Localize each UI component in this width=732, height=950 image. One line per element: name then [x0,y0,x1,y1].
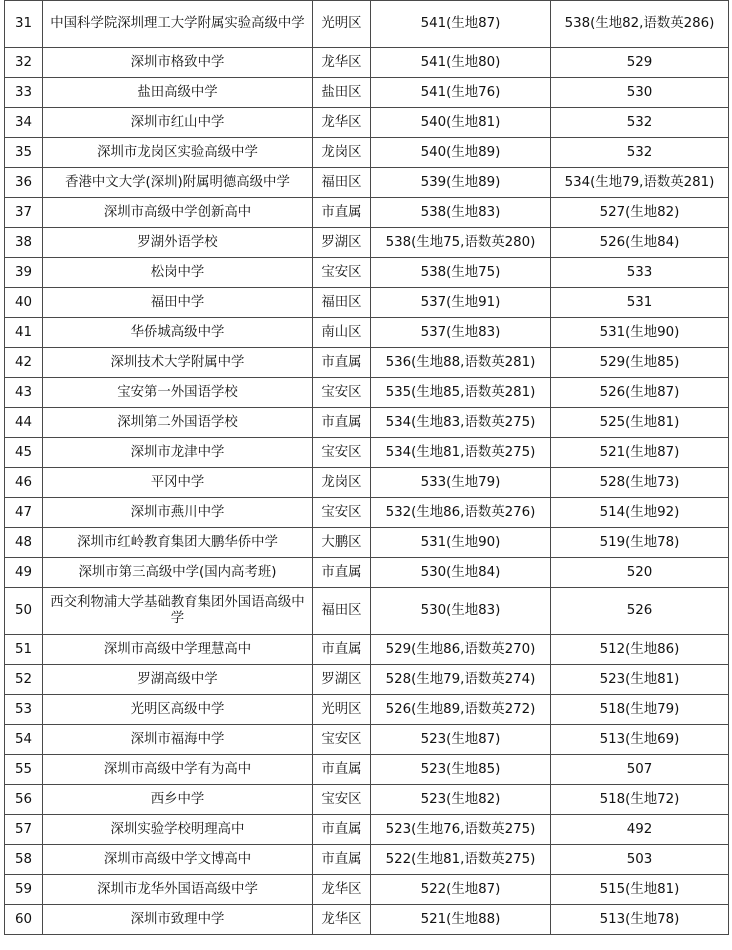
table-row [5,108,729,138]
score-2023-cell: 492 [551,815,729,845]
rank-cell: 56 [5,785,43,815]
table-row [5,258,729,288]
score-2023-cell: 519(生地78) [551,528,729,558]
school-cell: 深圳市燕川中学 [43,498,313,528]
table-row [5,845,729,875]
school-cell: 深圳市格致中学 [43,48,313,78]
school-cell: 深圳市高级中学有为高中 [43,755,313,785]
district-cell: 市直属 [313,348,371,378]
school-cell: 中国科学院深圳理工大学附属实验高级中学 [43,1,313,48]
school-cell: 深圳技术大学附属中学 [43,348,313,378]
school-cell: 西乡中学 [43,785,313,815]
district-cell: 南山区 [313,318,371,348]
school-cell: 宝安第一外国语学校 [43,378,313,408]
table-row [5,695,729,725]
score-table [4,0,729,935]
table-row [5,875,729,905]
rank-cell: 39 [5,258,43,288]
score-2024-cell: 536(生地88,语数英281) [371,348,551,378]
score-2024-cell: 541(生地87) [371,1,551,48]
score-2024-cell: 522(生地81,语数英275) [371,845,551,875]
district-cell: 宝安区 [313,498,371,528]
district-cell: 宝安区 [313,725,371,755]
rank-cell: 31 [5,1,43,48]
score-2023-cell: 518(生地79) [551,695,729,725]
district-cell: 市直属 [313,845,371,875]
rank-cell: 49 [5,558,43,588]
school-cell: 深圳市龙华外国语高级中学 [43,875,313,905]
table-row [5,755,729,785]
score-2023-cell: 513(生地69) [551,725,729,755]
score-2023-cell: 520 [551,558,729,588]
score-2024-cell: 539(生地89) [371,168,551,198]
school-cell: 深圳实验学校明理高中 [43,815,313,845]
score-2024-cell: 538(生地75) [371,258,551,288]
rank-cell: 58 [5,845,43,875]
school-cell: 深圳市福海中学 [43,725,313,755]
school-cell: 深圳第二外国语学校 [43,408,313,438]
score-2024-cell: 538(生地75,语数英280) [371,228,551,258]
school-cell: 深圳市高级中学创新高中 [43,198,313,228]
district-cell: 宝安区 [313,438,371,468]
score-2024-cell: 535(生地85,语数英281) [371,378,551,408]
district-cell: 市直属 [313,635,371,665]
score-2023-cell: 523(生地81) [551,665,729,695]
rank-cell: 44 [5,408,43,438]
score-2024-cell: 523(生地85) [371,755,551,785]
table-row [5,528,729,558]
district-cell: 大鹏区 [313,528,371,558]
score-2024-cell: 532(生地86,语数英276) [371,498,551,528]
rank-cell: 38 [5,228,43,258]
score-2024-cell: 534(生地81,语数英275) [371,438,551,468]
score-2024-cell: 537(生地83) [371,318,551,348]
district-cell: 光明区 [313,695,371,725]
score-2024-cell: 541(生地80) [371,48,551,78]
district-cell: 龙华区 [313,905,371,935]
district-cell: 市直属 [313,815,371,845]
school-cell: 罗湖外语学校 [43,228,313,258]
district-cell: 龙岗区 [313,468,371,498]
rank-cell: 42 [5,348,43,378]
score-2024-cell: 523(生地87) [371,725,551,755]
table-row [5,138,729,168]
district-cell: 罗湖区 [313,665,371,695]
table-row [5,288,729,318]
rank-cell: 45 [5,438,43,468]
score-2024-cell: 531(生地90) [371,528,551,558]
school-cell: 深圳市第三高级中学(国内高考班) [43,558,313,588]
score-2024-cell: 529(生地86,语数英270) [371,635,551,665]
district-cell: 市直属 [313,198,371,228]
table-row [5,48,729,78]
school-cell: 光明区高级中学 [43,695,313,725]
table-row [5,318,729,348]
school-cell: 香港中文大学(深圳)附属明德高级中学 [43,168,313,198]
table-row [5,785,729,815]
district-cell: 罗湖区 [313,228,371,258]
table-row [5,198,729,228]
school-cell: 福田中学 [43,288,313,318]
score-2024-cell: 521(生地88) [371,905,551,935]
score-2023-cell: 529 [551,48,729,78]
district-cell: 宝安区 [313,785,371,815]
score-2024-cell: 528(生地79,语数英274) [371,665,551,695]
table-row [5,348,729,378]
score-2024-cell: 541(生地76) [371,78,551,108]
score-2023-cell: 532 [551,138,729,168]
rank-cell: 60 [5,905,43,935]
score-2024-cell: 537(生地91) [371,288,551,318]
table-row [5,665,729,695]
table-row [5,498,729,528]
school-cell: 盐田高级中学 [43,78,313,108]
score-2024-cell: 534(生地83,语数英275) [371,408,551,438]
table-row [5,635,729,665]
score-2023-cell: 527(生地82) [551,198,729,228]
score-2023-cell: 512(生地86) [551,635,729,665]
table-row [5,905,729,935]
school-cell: 深圳市红岭教育集团大鹏华侨中学 [43,528,313,558]
district-cell: 市直属 [313,408,371,438]
district-cell: 福田区 [313,588,371,635]
score-2024-cell: 523(生地76,语数英275) [371,815,551,845]
rank-cell: 48 [5,528,43,558]
score-2023-cell: 513(生地78) [551,905,729,935]
score-2023-cell: 533 [551,258,729,288]
table-row [5,438,729,468]
district-cell: 龙华区 [313,48,371,78]
table-row [5,378,729,408]
score-2023-cell: 528(生地73) [551,468,729,498]
district-cell: 福田区 [313,168,371,198]
district-cell: 市直属 [313,558,371,588]
score-2023-cell: 526(生地84) [551,228,729,258]
score-2023-cell: 531(生地90) [551,318,729,348]
score-2024-cell: 530(生地84) [371,558,551,588]
school-cell: 罗湖高级中学 [43,665,313,695]
table-row [5,588,729,635]
score-2024-cell: 530(生地83) [371,588,551,635]
rank-cell: 40 [5,288,43,318]
school-cell: 松岗中学 [43,258,313,288]
score-2024-cell: 540(生地89) [371,138,551,168]
district-cell: 市直属 [313,755,371,785]
rank-cell: 59 [5,875,43,905]
score-2023-cell: 507 [551,755,729,785]
rank-cell: 35 [5,138,43,168]
score-2023-cell: 526(生地87) [551,378,729,408]
rank-cell: 54 [5,725,43,755]
score-2023-cell: 521(生地87) [551,438,729,468]
table-row [5,168,729,198]
score-2023-cell: 531 [551,288,729,318]
table-row [5,725,729,755]
school-cell: 西交利物浦大学基础教育集团外国语高级中学 [43,588,313,635]
school-cell: 深圳市高级中学理慧高中 [43,635,313,665]
table-row [5,408,729,438]
rank-cell: 52 [5,665,43,695]
school-cell: 深圳市致理中学 [43,905,313,935]
score-2023-cell: 530 [551,78,729,108]
score-2023-cell: 526 [551,588,729,635]
rank-cell: 57 [5,815,43,845]
rank-cell: 43 [5,378,43,408]
score-2024-cell: 540(生地81) [371,108,551,138]
table-row [5,558,729,588]
score-2023-cell: 518(生地72) [551,785,729,815]
rank-cell: 46 [5,468,43,498]
score-2023-cell: 515(生地81) [551,875,729,905]
district-cell: 宝安区 [313,378,371,408]
score-2024-cell: 526(生地89,语数英272) [371,695,551,725]
score-2024-cell: 522(生地87) [371,875,551,905]
rank-cell: 50 [5,588,43,635]
district-cell: 龙华区 [313,875,371,905]
school-cell: 深圳市龙岗区实验高级中学 [43,138,313,168]
rank-cell: 51 [5,635,43,665]
score-2023-cell: 534(生地79,语数英281) [551,168,729,198]
school-cell: 深圳市高级中学文博高中 [43,845,313,875]
district-cell: 光明区 [313,1,371,48]
score-2024-cell: 533(生地79) [371,468,551,498]
score-2023-cell: 529(生地85) [551,348,729,378]
district-cell: 龙华区 [313,108,371,138]
district-cell: 福田区 [313,288,371,318]
table-row [5,1,729,48]
rank-cell: 34 [5,108,43,138]
score-2024-cell: 523(生地82) [371,785,551,815]
district-cell: 盐田区 [313,78,371,108]
rank-cell: 33 [5,78,43,108]
school-cell: 深圳市龙津中学 [43,438,313,468]
table-row [5,78,729,108]
score-2023-cell: 503 [551,845,729,875]
rank-cell: 55 [5,755,43,785]
score-2024-cell: 538(生地83) [371,198,551,228]
school-cell: 华侨城高级中学 [43,318,313,348]
score-2023-cell: 538(生地82,语数英286) [551,1,729,48]
school-cell: 深圳市红山中学 [43,108,313,138]
rank-cell: 41 [5,318,43,348]
table-row [5,468,729,498]
rank-cell: 32 [5,48,43,78]
rank-cell: 53 [5,695,43,725]
score-2023-cell: 525(生地81) [551,408,729,438]
school-cell: 平冈中学 [43,468,313,498]
table-row [5,228,729,258]
score-2023-cell: 514(生地92) [551,498,729,528]
district-cell: 龙岗区 [313,138,371,168]
rank-cell: 47 [5,498,43,528]
rank-cell: 36 [5,168,43,198]
district-cell: 宝安区 [313,258,371,288]
score-2023-cell: 532 [551,108,729,138]
rank-cell: 37 [5,198,43,228]
table-row [5,815,729,845]
